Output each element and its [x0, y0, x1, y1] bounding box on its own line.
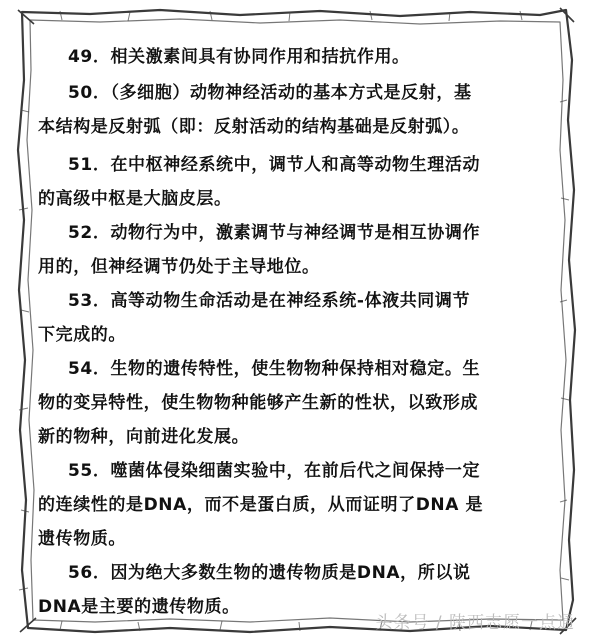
text-line: 新的物种，向前进化发展。 — [38, 427, 250, 447]
text-line: DNA是主要的遗传物质。 — [38, 597, 240, 617]
text-line: 的高级中枢是大脑皮层。 — [38, 189, 232, 209]
text-line: 的连续性的是DNA，而不是蛋白质，从而证明了DNA 是 — [38, 495, 484, 515]
text-line: 遗传物质。 — [38, 529, 126, 549]
text-line: 56．因为绝大多数生物的遗传物质是DNA，所以说 — [68, 563, 471, 583]
text-line: 54．生物的遗传特性，使生物物种保持相对稳定。生 — [68, 359, 481, 379]
text-line: 本结构是反射弧（即：反射活动的结构基础是反射弧）。 — [38, 117, 470, 137]
text-line: 用的，但神经调节仍处于主导地位。 — [38, 257, 320, 277]
text-line: 50．（多细胞）动物神经活动的基本方式是反射，基 — [68, 83, 472, 103]
text-line: 49．相关激素间具有协同作用和拮抗作用。 — [68, 47, 410, 67]
text-line: 下完成的。 — [38, 325, 126, 345]
text-line: 51．在中枢神经系统中，调节人和高等动物生理活动 — [68, 155, 481, 175]
text-line: 53．高等动物生命活动是在神经系统-体液共同调节 — [68, 291, 471, 311]
text-line: 55．噬菌体侵染细菌实验中，在前后代之间保持一定 — [68, 461, 481, 481]
text-line: 物的变异特性，使生物物种能够产生新的性状，以致形成 — [38, 393, 478, 413]
text-line: 52．动物行为中，激素调节与神经调节是相互协调作 — [68, 223, 481, 243]
watermark: 头条号 / 陕西志愿一点通 — [375, 613, 575, 633]
